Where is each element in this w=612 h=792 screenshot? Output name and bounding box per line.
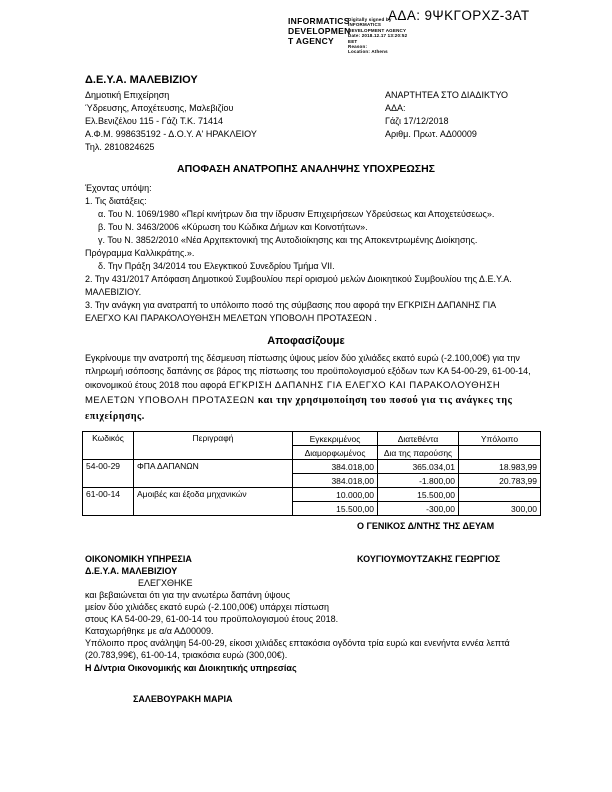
registration-line: Καταχωρήθηκε με α/α ΑΔ00009. bbox=[85, 626, 214, 636]
decision-line: επιχείρησης. bbox=[85, 411, 145, 422]
cell-allocated: 365.034,01 bbox=[378, 460, 459, 474]
stamp-detail-line: Digitally signed by bbox=[348, 17, 392, 22]
finance-director-title: Η Δ/ντρια Οικονομικής και Διοικητικής υπηρεσίας bbox=[85, 663, 297, 673]
cell-approved: 384.018,00 bbox=[293, 460, 378, 474]
verification-line: και βεβαιώνεται ότι για την ανωτέρω δαπάνη ύψους bbox=[85, 590, 290, 600]
considerations-item-1: 1. Τις διατάξεις: bbox=[85, 196, 147, 206]
meta-protocol-number: Αριθμ. Πρωτ. ΑΔ00009 bbox=[385, 129, 477, 139]
table-row bbox=[83, 488, 541, 502]
decision-line-caps-part: ΕΓΚΡΙΣΗ ΔΑΠΑΝΗΣ ΓΙΑ ΕΛΕΓΧΟ ΚΑΙ ΠΑΡΑΚΟΛΟΥΘΗΣΗ bbox=[229, 380, 501, 391]
remaining-balance-line: (20.783,99€), 61-00-14, τριακόσια ευρώ (300,00€). bbox=[85, 650, 288, 660]
cell-balance: 300,00 bbox=[459, 502, 541, 516]
stamp-agency-line: INFORMATICS bbox=[288, 16, 350, 26]
considerations-item-1a: α. Του Ν. 1069/1980 «Περί κινήτρων δια την ίδρυσιν Επιχειρήσεων Υδρεύσεως και Αποχετεύσεως». bbox=[98, 209, 495, 219]
signature-stamp-details bbox=[348, 17, 407, 55]
cell-balance bbox=[459, 488, 541, 502]
checked-label: ΕΛΕΓΧΘΗΚΕ bbox=[138, 578, 193, 588]
cell-description: ΦΠΑ ΔΑΠΑΝΩΝ bbox=[134, 460, 293, 488]
meta-ada-label: ΑΔΑ: bbox=[385, 103, 406, 113]
header-description: Περιγραφή bbox=[134, 432, 293, 460]
decision-line-caps-part: ΜΕΛΕΤΩΝ ΥΠΟΒΟΛΗ ΠΡΟΤΑΣΕΩΝ bbox=[85, 395, 258, 406]
header-approved: Εγκεκριμένος bbox=[293, 432, 378, 446]
subheader-balance-empty bbox=[459, 446, 541, 460]
cell-allocated: -1.800,00 bbox=[378, 474, 459, 488]
cell-balance: 20.783,99 bbox=[459, 474, 541, 488]
considerations-item-2: 2. Την 431/2017 Απόφαση Δημοτικού Συμβουλίου περί ορισμού μελών Διοικητικού Συμβουλίου της Δ.Ε.Υ.Α. bbox=[85, 274, 512, 284]
stamp-detail-line: Date: 2018.12.17 13:20:52 bbox=[348, 33, 408, 39]
org-name: Δ.Ε.Υ.Α. ΜΑΛΕΒΙΖΙΟΥ bbox=[85, 74, 198, 86]
considerations-item-1b: β. Του Ν. 3463/2006 «Κύρωση του Κώδικα Δήμων και Κοινοτήτων». bbox=[98, 222, 368, 232]
org-line: Ύδρευσης, Αποχέτευσης, Μαλεβιζίου bbox=[85, 103, 234, 113]
stamp-agency-line: DEVELOPMEN bbox=[288, 26, 351, 36]
org-phone: Τηλ. 2810824625 bbox=[85, 142, 155, 152]
remaining-balance-line: Υπόλοιπο προς ανάληψη 54-00-29, είκοσι χιλιάδες επτακόσια ογδόντα τρία ευρώ και ενενήντα εννέα λεπτά bbox=[85, 638, 510, 648]
cell-allocated: -300,00 bbox=[378, 502, 459, 516]
meta-internet-posting: ΑΝΑΡΤΗΤΕΑ ΣΤΟ ΔΙΑΔΙΚΤΥΟ bbox=[385, 90, 508, 100]
decision-line bbox=[85, 380, 500, 391]
stamp-detail-line: DEVELOPMENT AGENCY bbox=[348, 27, 407, 33]
subheader-approved: Διαμορφωμένος bbox=[293, 446, 378, 460]
org-line: Α.Φ.Μ. 998635192 - Δ.Ο.Υ. Α' ΗΡΑΚΛΕΙΟΥ bbox=[85, 129, 257, 139]
header-allocated: Διατεθέντα bbox=[378, 432, 459, 446]
decision-heading: Αποφασίζουμε bbox=[267, 335, 345, 347]
stamp-detail-line: EET bbox=[348, 38, 358, 44]
cell-description: Αμοιβές και έξοδα μηχανικών bbox=[134, 488, 293, 516]
finance-department-line: ΟΙΚΟΝΟΜΙΚΗ ΥΠΗΡΕΣΙΑ bbox=[85, 554, 192, 564]
stamp-detail-line: INFORMATICS bbox=[348, 22, 382, 28]
cell-approved: 384.018,00 bbox=[293, 474, 378, 488]
table-header-row bbox=[83, 432, 541, 446]
general-director-name: ΚΟΥΓΙΟΥΜΟΥΤΖΑΚΗΣ ΓΕΩΡΓΙΟΣ bbox=[357, 554, 501, 564]
considerations-intro: Έχοντας υπόψη: bbox=[85, 183, 152, 193]
decision-line-serif-part: και την χρησιμοποίηση του ποσού για τις ανάγκες της bbox=[257, 395, 513, 406]
subheader-allocated: Δια της παρούσης bbox=[378, 446, 459, 460]
decision-line: Εγκρίνουμε την ανατροπή της δέσμευση πίστωσης ύψους μείον δύο χιλιάδες εκατό ευρώ (-2.100,00€) για την bbox=[85, 353, 520, 363]
signature-stamp-agency bbox=[288, 16, 350, 46]
stamp-detail-line: Reason: bbox=[348, 44, 368, 50]
considerations-item-1d: δ. Την Πράξη 34/2014 του Ελεγκτικού Συνεδρίου Τμήμα VII. bbox=[98, 261, 335, 271]
stamp-detail-line: Location: Athens bbox=[348, 49, 388, 55]
budget-table bbox=[82, 431, 541, 516]
general-director-title: Ο ΓΕΝΙΚΟΣ Δ/ΝΤΗΣ ΤΗΣ ΔΕΥΑΜ bbox=[357, 521, 495, 531]
org-line: Ελ.Βενιζέλου 115 - Γάζι Τ.Κ. 71414 bbox=[85, 116, 223, 126]
decision-line bbox=[85, 395, 512, 406]
considerations-item-3-cont: ΕΛΕΓΧΟ ΚΑΙ ΠΑΡΑΚΟΛΟΥΘΗΣΗ ΜΕΛΕΤΩΝ ΥΠΟΒΟΛΗ ΠΡΟΤΑΣΕΩΝ . bbox=[85, 313, 377, 323]
finance-director-name: ΣΑΛΕΒΟΥΡΑΚΗ ΜΑΡΙΑ bbox=[133, 694, 233, 704]
org-line: Δημοτική Επιχείρηση bbox=[85, 90, 170, 100]
cell-approved: 10.000,00 bbox=[293, 488, 378, 502]
considerations-item-3: 3. Την ανάγκη για ανατραπή το υπόλοιπο ποσό της σύμβασης που αφορά την ΕΓΚΡΙΣΗ ΔΑΠΑΝΗΣ ΓΙΑ bbox=[85, 300, 497, 310]
header-balance: Υπόλοιπο bbox=[459, 432, 541, 446]
document-title: ΑΠΟΦΑΣΗ ΑΝΑΤΡΟΠΗΣ ΑΝΑΛΗΨΗΣ ΥΠΟΧΡΕΩΣΗΣ bbox=[177, 163, 435, 175]
ada-code: ΑΔΑ: 9ΨΚΓΟΡΧΖ-3ΑΤ bbox=[388, 8, 530, 23]
table-row bbox=[83, 460, 541, 474]
verification-line: στους ΚΑ 54-00-29, 61-00-14 του προϋπολογισμού έτους 2018. bbox=[85, 614, 339, 624]
finance-department-line: Δ.Ε.Υ.Α. ΜΑΛΕΒΙΖΙΟΥ bbox=[85, 566, 178, 576]
considerations-item-2-cont: ΜΑΛΕΒΙΖΙΟΥ. bbox=[85, 287, 142, 297]
cell-balance: 18.983,99 bbox=[459, 460, 541, 474]
decision-line-normal-part: οικονομικού έτους 2018 που αφορά bbox=[85, 380, 230, 390]
cell-allocated: 15.500,00 bbox=[378, 488, 459, 502]
meta-date: Γάζι 17/12/2018 bbox=[385, 116, 449, 126]
decision-line: πληρωμή ισόποσης δαπάνης σε βάρος της πίστωσης του προϋπολογισμού εξόδων των ΚΑ 54-00-29, 61-00-14, bbox=[85, 366, 531, 376]
stamp-agency-line: T AGENCY bbox=[288, 36, 335, 46]
cell-code: 54-00-29 bbox=[83, 460, 134, 488]
considerations-item-1c-cont: Πρόγραμμα Καλλικράτης.». bbox=[85, 248, 195, 258]
verification-line: μείον δύο χιλιάδες εκατό ευρώ (-2.100,00€) υπάρχει πίστωση bbox=[85, 602, 330, 612]
considerations-item-1c: γ. Του Ν. 3852/2010 «Νέα Αρχιτεκτονική της Αυτοδιοίκησης και της Αποκεντρωμένης Διοίκησης. bbox=[98, 235, 478, 245]
cell-code: 61-00-14 bbox=[83, 488, 134, 516]
cell-approved: 15.500,00 bbox=[293, 502, 378, 516]
header-code: Κωδικός bbox=[83, 432, 134, 460]
